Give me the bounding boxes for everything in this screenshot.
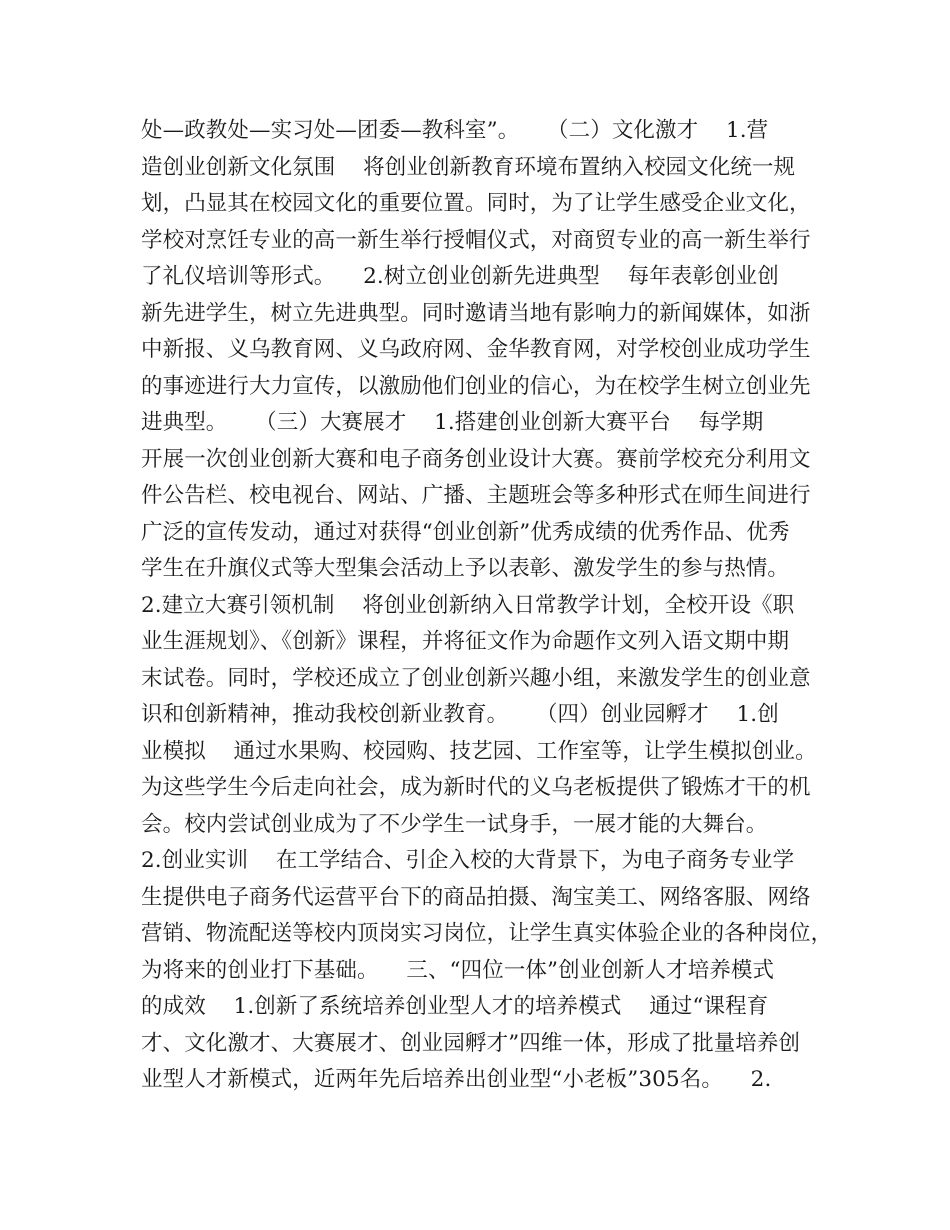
- text-line: 生提供电子商务代运营平台下的商品拍摄、淘宝美工、网络客服、网络: [141, 884, 811, 910]
- text-line: 进典型。 （三）大赛展才 1.搭建创业创新大赛平台 每学期: [141, 410, 764, 435]
- text-line: 业生涯规划》、《创新》课程，并将征文作为命题作文列入语文期中期: [141, 629, 790, 654]
- text-line: 的事迹进行大力宣传，以激励他们创业的信心，为在校学生树立创业先: [141, 373, 811, 399]
- text-line: 识和创新精神，推动我校创新业教育。 （四）创业园孵才 1.创: [141, 702, 779, 727]
- text-line: 才、文化激才、大赛展才、创业园孵才”四维一体，形成了批量培养创: [141, 1030, 801, 1056]
- text-line: 开展一次创业创新大赛和电子商务创业设计大赛。赛前学校充分利用文: [141, 446, 811, 472]
- text-line: 划，凸显其在校园文化的重要位置。同时，为了让学生感受企业文化，: [141, 191, 811, 216]
- text-line: 业型人才新模式，近两年先后培养出创业型“小老板”305名。 2.: [141, 1067, 772, 1092]
- text-line: 件公告栏、校电视台、网站、广播、主题班会等多种形式在师生间进行: [141, 483, 811, 508]
- text-line: 中新报、义乌教育网、义乌政府网、金华教育网，对学校创业成功学生: [141, 337, 811, 362]
- body-text: [141, 113, 831, 1099]
- text-line: 为这些学生今后走向社会，成为新时代的义乌老板提供了锻炼才干的机: [141, 775, 811, 800]
- text-line: 广泛的宣传发动，通过对获得“创业创新”优秀成绩的优秀作品、优秀: [141, 519, 790, 545]
- text-line: 2.建立大赛引领机制 将创业创新纳入日常教学计划，全校开设《职: [141, 592, 795, 618]
- text-line: 学生在升旗仪式等大型集会活动上予以表彰、激发学生的参与热情。: [141, 556, 790, 581]
- text-line: 2.创业实训 在工学结合、引企入校的大背景下，为电子商务专业学: [141, 848, 795, 873]
- text-line: 业模拟 通过水果购、校园购、技艺园、工作室等，让学生模拟创业。: [141, 738, 817, 764]
- text-line: 造创业创新文化氛围 将创业创新教育环境布置纳入校园文化统一规: [141, 154, 796, 180]
- text-line: 会。校内尝试创业成为了不少学生一试身手，一展才能的大舞台。: [141, 811, 768, 837]
- text-line: 了礼仪培训等形式。 2.树立创业创新先进典型 每年表彰创业创: [141, 264, 779, 289]
- text-line: 学校对烹饪专业的高一新生举行授帽仪式，对商贸专业的高一新生举行: [141, 227, 811, 253]
- text-line: 为将来的创业打下基础。 三、“四位一体”创业创新人才培养模式: [141, 957, 775, 983]
- text-line: 新先进学生，树立先进典型。同时邀请当地有影响力的新闻媒体，如浙: [141, 300, 811, 326]
- text-line: 的成效 1.创新了系统培养创业型人才的培养模式 通过“课程育: [141, 994, 769, 1019]
- text-line: 处—政教处—实习处—团委—教科室”。 （二）文化激才 1.营: [141, 118, 769, 143]
- text-line: 末试卷。同时，学校还成立了创业创新兴趣小组，来激发学生的创业意: [141, 665, 811, 691]
- text-line: 营销、物流配送等校内顶岗实习岗位，让学生真实体验企业的各种岗位，: [141, 921, 833, 946]
